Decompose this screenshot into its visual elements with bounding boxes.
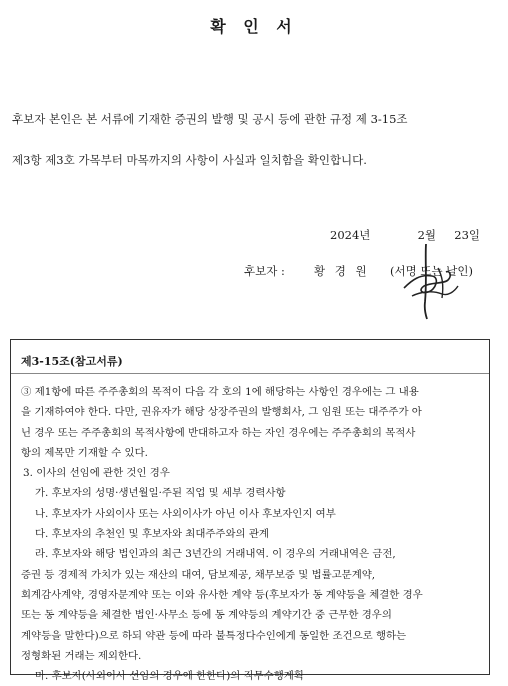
reference-line: 을 기재하여야 한다. 다만, 권유자가 해당 상장주권의 발행회사, 그 임원 또는 대주주가 아 bbox=[21, 406, 422, 419]
reference-body bbox=[21, 382, 483, 686]
confirmation-text-line-1: 후보자 본인은 본 서류에 기재한 증권의 발행 및 공시 등에 관한 규정 제 3-15조 bbox=[12, 112, 408, 126]
reference-line: 항의 제목만 기재할 수 있다. bbox=[21, 446, 148, 459]
reference-divider bbox=[11, 373, 489, 374]
reference-line: 증권 등 경제적 가치가 있는 재산의 대여, 담보제공, 채무보증 및 법률고문계약, bbox=[21, 568, 376, 581]
reference-line: 계약등을 말한다)으로 하되 약관 등에 따라 불특정다수인에게 동일한 조건으로 행하는 bbox=[21, 629, 407, 642]
reference-line: 정형화된 거래는 제외한다. bbox=[21, 649, 142, 662]
reference-box bbox=[10, 339, 490, 683]
signer-name: 황 경 원 bbox=[314, 264, 370, 278]
date-month: 2월 bbox=[417, 228, 436, 242]
confirmation-text-line-2: 제3항 제3호 가목부터 마목까지의 사항이 사실과 일치함을 확인합니다. bbox=[12, 153, 367, 167]
reference-line: 다. 후보자의 추천인 및 후보자와 최대주주와의 관계 bbox=[35, 528, 269, 541]
reference-line: 회계감사계약, 경영자문계약 또는 이와 유사한 계약 등(후보자가 동 계약등을 체결한 경우 bbox=[21, 588, 423, 601]
date-day: 23일 bbox=[454, 228, 480, 242]
reference-line: 라. 후보자와 해당 법인과의 최근 3년간의 거래내역. 이 경우의 거래내역은 금전, bbox=[35, 548, 396, 561]
reference-line: 닌 경우 또는 주주총회의 목적사항에 반대하고자 하는 자인 경우에는 주주총회의 목적사 bbox=[21, 426, 416, 439]
signer-label: 후보자 : bbox=[244, 264, 285, 278]
reference-line: 또는 동 계약등을 체결한 법인·사무소 등에 동 계약등의 계약기간 중 근무한 경우의 bbox=[21, 609, 392, 622]
date-year: 2024년 bbox=[330, 228, 371, 242]
handwritten-signature bbox=[392, 240, 472, 320]
reference-line: 나. 후보자가 사외이사 또는 사외이사가 아닌 이사 후보자인지 여부 bbox=[35, 507, 336, 520]
reference-title: 제3-15조(참고서류) bbox=[21, 355, 123, 368]
sign-note: (서명 또는 날인) bbox=[390, 264, 473, 278]
reference-line: 가. 후보자의 성명·생년월일·주된 직업 및 세부 경력사항 bbox=[35, 487, 286, 500]
reference-line: 마. 후보자(사외이사 선임의 경우에 한한다)의 직무수행계획 bbox=[35, 670, 304, 683]
reference-line: 3. 이사의 선임에 관한 것인 경우 bbox=[23, 467, 170, 480]
reference-line: ③ 제1항에 따른 주주총회의 목적이 다음 각 호의 1에 해당하는 사항인 경우에는 그 내용 bbox=[21, 386, 419, 398]
document-title: 확 인 서 bbox=[210, 17, 298, 36]
